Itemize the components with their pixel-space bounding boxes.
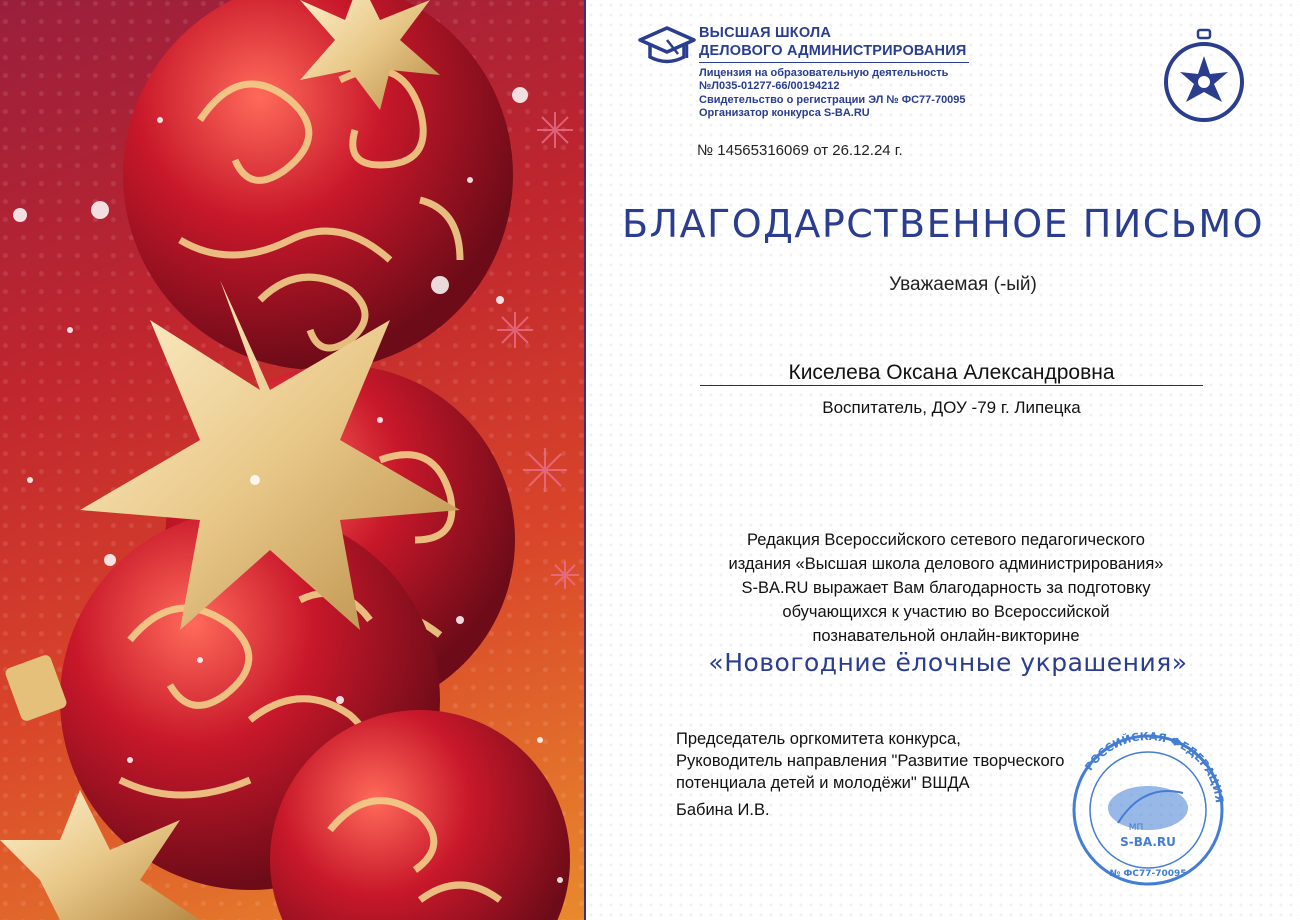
official-seal (1058, 728, 1238, 888)
organization-credentials (699, 67, 966, 120)
document-number: № 14565316069 от 26.12.24 г. (697, 142, 903, 159)
recipient-underline (700, 385, 1203, 386)
gratitude-text (666, 528, 1226, 648)
gratitude-line: познавательной онлайн-викторине (812, 627, 1080, 645)
recipient-position: Воспитатель, ДОУ -79 г. Липецка (822, 398, 1081, 417)
ornaments-illustration (0, 0, 584, 920)
gratitude-line: Редакция Всероссийского сетевого педагогического (747, 531, 1145, 549)
seal-registration: № ФС77-70095 (1109, 869, 1187, 879)
graduation-cap-icon (638, 24, 696, 70)
chair-line: Председатель оргкомитета конкурса, (676, 730, 961, 748)
page-title: БЛАГОДАРСТВЕННОЕ ПИСЬМО (621, 202, 1265, 246)
chair-line: потенциала детей и молодёжи" ВШДА (676, 774, 970, 792)
chair-line: Руководитель направления "Развитие творческого (676, 752, 1065, 770)
organization-name (699, 24, 966, 60)
gratitude-line: обучающихся к участию во Всероссийской (782, 603, 1110, 621)
license-line1: Лицензия на образовательную деятельность (699, 67, 949, 79)
seal-mp: МП (1128, 823, 1144, 833)
organization-divider (699, 62, 969, 63)
license-line2: №Л035-01277-66/00194212 (699, 80, 840, 93)
christmas-ball-icon (1162, 26, 1246, 126)
organization-name-line1: ВЫСШАЯ ШКОЛА (699, 25, 832, 41)
greeting: Уважаемая (-ый) (889, 274, 1037, 295)
gratitude-line: S-BA.RU выражает Вам благодарность за подготовку (741, 579, 1151, 597)
chair-title (676, 728, 1064, 794)
signer-name: Бабина И.В. (676, 801, 770, 819)
seal-site: S-BA.RU (1120, 835, 1176, 849)
christmas-decoration-artwork (0, 0, 584, 920)
recipient-name: Киселева Оксана Александровна (788, 361, 1115, 384)
ornament-ball-top (123, 0, 513, 370)
organizer-line: Организатор конкурса S-BA.RU (699, 106, 870, 119)
organization-name-line2: ДЕЛОВОГО АДМИНИСТРИРОВАНИЯ (699, 43, 967, 59)
registration-line: Свидетельство о регистрации ЭЛ № ФС77-70095 (699, 93, 966, 106)
seal-outer-text: РОССИЙСКАЯ ФЕДЕРАЦИЯ (1082, 729, 1226, 804)
contest-name: «Новогодние ёлочные украшения» (708, 648, 1188, 677)
gratitude-line: издания «Высшая школа делового администрирования» (728, 555, 1164, 573)
